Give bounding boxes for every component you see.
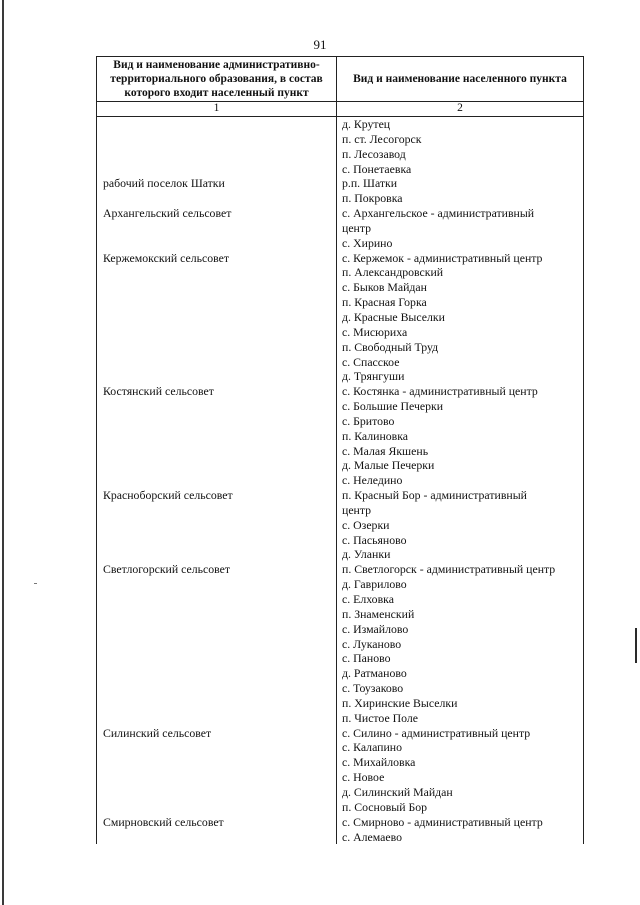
admin-unit-cell	[97, 577, 337, 592]
admin-unit-name	[103, 740, 336, 755]
admin-unit-cell	[97, 651, 337, 666]
admin-unit-cell	[97, 562, 337, 577]
admin-unit-name: Костянский сельсовет	[103, 384, 214, 399]
table-header-row	[97, 57, 584, 102]
settlement-cell	[337, 251, 584, 266]
admin-unit-cell	[97, 800, 337, 815]
table-row	[97, 726, 584, 741]
admin-unit-cell	[97, 176, 337, 191]
admin-unit-name	[103, 577, 336, 592]
admin-unit-cell	[97, 518, 337, 533]
admin-unit-cell	[97, 711, 337, 726]
table-row	[97, 251, 584, 266]
settlement-name: с. Кержемок - административный центр	[342, 250, 543, 265]
settlement-name: с. Силино - административный центр	[342, 725, 531, 740]
table-column-numbers	[97, 102, 584, 117]
admin-unit-name	[103, 310, 336, 325]
settlement-cell	[337, 295, 584, 310]
admin-unit-cell	[97, 815, 337, 830]
table-row	[97, 637, 584, 652]
table-row	[97, 458, 584, 473]
admin-unit-name	[103, 711, 336, 726]
admin-unit-name	[103, 681, 336, 696]
settlement-cell	[337, 696, 584, 711]
settlement-name: д. Красные Выселки	[342, 309, 445, 324]
settlement-cell	[337, 726, 584, 741]
settlement-name: с. Малая Якшень	[342, 443, 429, 458]
admin-unit-name	[103, 755, 336, 770]
table-row	[97, 384, 584, 399]
column-number-1: 1	[97, 102, 337, 117]
settlement-cell	[337, 473, 584, 488]
admin-unit-name	[103, 429, 336, 444]
settlement-cell	[337, 562, 584, 577]
settlement-cell	[337, 191, 584, 206]
settlement-name: п. Красная Горка	[342, 295, 427, 310]
admin-unit-cell	[97, 369, 337, 384]
admin-unit-name	[103, 132, 336, 147]
table-row	[97, 162, 584, 177]
admin-unit-name	[103, 355, 336, 370]
settlement-cell	[337, 577, 584, 592]
settlement-cell	[337, 429, 584, 444]
settlement-name: с. Пасьяново	[342, 532, 407, 547]
settlement-cell	[337, 414, 584, 429]
settlement-name: с. Алемаево	[342, 829, 403, 844]
settlement-cell	[337, 176, 584, 191]
settlement-cell	[337, 132, 584, 147]
scan-right-mark	[635, 628, 637, 663]
table-row	[97, 740, 584, 755]
admin-unit-name	[103, 696, 336, 711]
settlement-cell	[337, 325, 584, 340]
table-row	[97, 414, 584, 429]
admin-unit-name	[103, 666, 336, 681]
settlement-cell	[337, 399, 584, 414]
settlement-cell	[337, 280, 584, 295]
settlement-cell	[337, 592, 584, 607]
settlement-name: д. Малые Печерки	[342, 458, 435, 473]
table-row	[97, 473, 584, 488]
table-row	[97, 325, 584, 340]
table-row	[97, 503, 584, 518]
admin-unit-name	[103, 265, 336, 280]
admin-unit-cell	[97, 236, 337, 251]
admin-unit-cell	[97, 325, 337, 340]
admin-unit-cell	[97, 340, 337, 355]
admin-unit-name	[103, 607, 336, 622]
admin-unit-name	[103, 592, 336, 607]
settlement-name: с. Хирино	[342, 235, 393, 250]
admin-unit-cell	[97, 681, 337, 696]
settlement-cell	[337, 117, 584, 132]
table-row	[97, 533, 584, 548]
admin-unit-name	[103, 651, 336, 666]
settlement-cell	[337, 622, 584, 637]
page-number: 91	[313, 37, 327, 52]
settlement-name: п. Калиновка	[342, 428, 409, 443]
table-row	[97, 711, 584, 726]
admin-unit-cell	[97, 251, 337, 266]
settlement-name: с. Понетаевка	[342, 161, 412, 176]
admin-unit-cell	[97, 206, 337, 221]
admin-unit-cell	[97, 132, 337, 147]
settlement-cell	[337, 206, 584, 221]
settlement-name: д. Ратманово	[342, 666, 407, 681]
admin-unit-cell	[97, 444, 337, 459]
admin-unit-cell	[97, 503, 337, 518]
admin-unit-cell	[97, 221, 337, 236]
settlement-name: п. Покровка	[342, 191, 403, 206]
admin-unit-cell	[97, 726, 337, 741]
table-row	[97, 815, 584, 830]
table-row	[97, 830, 584, 845]
table-row	[97, 429, 584, 444]
settlement-cell	[337, 666, 584, 681]
admin-unit-name: Кержемокский сельсовет	[103, 250, 230, 265]
admin-unit-name	[103, 191, 336, 206]
admin-unit-name: Силинский сельсовет	[103, 725, 212, 740]
table-row	[97, 117, 584, 132]
settlement-name: центр	[342, 220, 372, 235]
admin-unit-cell	[97, 622, 337, 637]
admin-unit-name	[103, 414, 336, 429]
settlement-name: с. Тоузаково	[342, 681, 404, 696]
table-row	[97, 132, 584, 147]
settlement-name: п. ст. Лесогорск	[342, 131, 422, 146]
settlement-cell	[337, 503, 584, 518]
settlement-name: п. Хиринские Выселки	[342, 695, 458, 710]
scan-stray-mark	[34, 583, 37, 584]
header-settlement: Вид и наименование населенного пункта	[337, 57, 584, 102]
settlement-name: п. Свободный Труд	[342, 339, 439, 354]
settlement-cell	[337, 815, 584, 830]
table-row	[97, 236, 584, 251]
admin-unit-cell	[97, 117, 337, 132]
settlement-name: центр	[342, 502, 372, 517]
admin-unit-name	[103, 280, 336, 295]
settlements-table	[96, 56, 584, 844]
admin-unit-cell	[97, 637, 337, 652]
admin-unit-name	[103, 518, 336, 533]
table-row	[97, 666, 584, 681]
admin-unit-cell	[97, 162, 337, 177]
settlement-cell	[337, 607, 584, 622]
table-row	[97, 755, 584, 770]
admin-unit-cell	[97, 384, 337, 399]
settlement-name: с. Большие Печерки	[342, 399, 444, 414]
settlement-cell	[337, 369, 584, 384]
admin-unit-name	[103, 770, 336, 785]
settlement-name: с. Измайлово	[342, 621, 409, 636]
settlement-name: п. Лесозавод	[342, 146, 406, 161]
settlement-name: п. Красный Бор - административный	[342, 488, 527, 503]
settlement-cell	[337, 444, 584, 459]
table-row	[97, 280, 584, 295]
table-row	[97, 310, 584, 325]
settlement-name: с. Озерки	[342, 517, 390, 532]
table-row	[97, 785, 584, 800]
settlement-name: с. Архангельское - административный	[342, 206, 535, 221]
admin-unit-cell	[97, 310, 337, 325]
settlement-cell	[337, 384, 584, 399]
admin-unit-name	[103, 800, 336, 815]
admin-unit-name	[103, 295, 336, 310]
table-row	[97, 681, 584, 696]
table-row	[97, 651, 584, 666]
settlement-cell	[337, 547, 584, 562]
admin-unit-cell	[97, 785, 337, 800]
settlement-cell	[337, 740, 584, 755]
table-row	[97, 206, 584, 221]
admin-unit-name	[103, 547, 336, 562]
admin-unit-name: Смирновский сельсовет	[103, 814, 224, 829]
settlement-name: д. Уланки	[342, 547, 391, 562]
admin-unit-cell	[97, 414, 337, 429]
table-row	[97, 399, 584, 414]
admin-unit-cell	[97, 458, 337, 473]
admin-unit-name	[103, 503, 336, 518]
admin-unit-name	[103, 458, 336, 473]
admin-unit-cell	[97, 295, 337, 310]
settlement-cell	[337, 310, 584, 325]
table-row	[97, 444, 584, 459]
table-row	[97, 369, 584, 384]
admin-unit-cell	[97, 488, 337, 503]
admin-unit-name	[103, 340, 336, 355]
settlement-cell	[337, 785, 584, 800]
admin-unit-name	[103, 473, 336, 488]
admin-unit-name	[103, 147, 336, 162]
settlement-name: с. Калапино	[342, 740, 402, 755]
settlement-cell	[337, 800, 584, 815]
admin-unit-cell	[97, 830, 337, 845]
settlement-name: с. Костянка - административный центр	[342, 384, 538, 399]
settlement-name: п. Чистое Поле	[342, 710, 419, 725]
table-row	[97, 800, 584, 815]
settlement-cell	[337, 162, 584, 177]
table-row	[97, 577, 584, 592]
settlement-name: с. Спасское	[342, 354, 400, 369]
admin-unit-name	[103, 369, 336, 384]
settlement-name: с. Михайловка	[342, 755, 416, 770]
scan-left-edge	[2, 0, 4, 905]
admin-unit-name	[103, 162, 336, 177]
admin-unit-cell	[97, 547, 337, 562]
settlement-cell	[337, 711, 584, 726]
admin-unit-name	[103, 117, 336, 132]
settlement-cell	[337, 265, 584, 280]
admin-unit-cell	[97, 696, 337, 711]
settlement-cell	[337, 221, 584, 236]
settlement-cell	[337, 533, 584, 548]
settlement-name: с. Луканово	[342, 636, 402, 651]
admin-unit-cell	[97, 399, 337, 414]
settlement-name: д. Крутец	[342, 117, 391, 131]
settlement-name: с. Паново	[342, 651, 391, 666]
table-row	[97, 355, 584, 370]
settlement-name: д. Силинский Майдан	[342, 784, 453, 799]
admin-unit-cell	[97, 473, 337, 488]
admin-unit-cell	[97, 191, 337, 206]
settlement-name: с. Быков Майдан	[342, 280, 427, 295]
admin-unit-cell	[97, 607, 337, 622]
settlement-name: р.п. Шатки	[342, 176, 398, 191]
admin-unit-cell	[97, 429, 337, 444]
settlement-cell	[337, 340, 584, 355]
settlement-cell	[337, 681, 584, 696]
admin-unit-name	[103, 533, 336, 548]
table-row	[97, 147, 584, 162]
settlement-name: с. Смирново - административный центр	[342, 814, 543, 829]
table-row	[97, 696, 584, 711]
admin-unit-cell	[97, 592, 337, 607]
settlement-name: п. Знаменский	[342, 606, 415, 621]
settlement-name: с. Новое	[342, 770, 385, 785]
settlement-cell	[337, 830, 584, 845]
admin-unit-name	[103, 622, 336, 637]
admin-unit-name	[103, 236, 336, 251]
admin-unit-name: рабочий поселок Шатки	[103, 176, 225, 191]
table-row	[97, 488, 584, 503]
settlement-cell	[337, 147, 584, 162]
settlement-cell	[337, 755, 584, 770]
table-row	[97, 547, 584, 562]
admin-unit-name	[103, 830, 336, 845]
admin-unit-name: Красноборский сельсовет	[103, 488, 233, 503]
header-admin-unit: Вид и наименование административно-территориального образования, в состав которого входит населенный пункт	[97, 57, 337, 102]
admin-unit-name	[103, 637, 336, 652]
settlement-name: с. Елховка	[342, 592, 394, 606]
settlement-cell	[337, 488, 584, 503]
admin-unit-cell	[97, 355, 337, 370]
table-row	[97, 518, 584, 533]
admin-unit-cell	[97, 147, 337, 162]
settlement-cell	[337, 355, 584, 370]
admin-unit-name	[103, 785, 336, 800]
table-row	[97, 622, 584, 637]
table-row	[97, 607, 584, 622]
settlement-cell	[337, 651, 584, 666]
admin-unit-name	[103, 325, 336, 340]
table-body	[97, 117, 584, 845]
admin-unit-cell	[97, 533, 337, 548]
admin-unit-cell	[97, 280, 337, 295]
admin-unit-name	[103, 444, 336, 459]
settlement-cell	[337, 637, 584, 652]
settlement-name: п. Сосновый Бор	[342, 799, 428, 814]
admin-unit-name	[103, 399, 336, 414]
table-row	[97, 562, 584, 577]
table-row	[97, 770, 584, 785]
settlement-name: д. Гаврилово	[342, 577, 407, 592]
settlement-name: с. Мисюриха	[342, 324, 408, 339]
admin-unit-cell	[97, 666, 337, 681]
settlement-name: д. Трянгуши	[342, 369, 405, 384]
admin-unit-name: Архангельский сельсовет	[103, 206, 232, 221]
table-row	[97, 191, 584, 206]
admin-unit-cell	[97, 755, 337, 770]
settlement-cell	[337, 458, 584, 473]
table-row	[97, 265, 584, 280]
admin-unit-name: Светлогорский сельсовет	[103, 562, 231, 577]
settlement-name: с. Неледино	[342, 473, 403, 488]
table-row	[97, 592, 584, 607]
admin-unit-cell	[97, 265, 337, 280]
admin-unit-cell	[97, 740, 337, 755]
settlement-cell	[337, 770, 584, 785]
settlement-cell	[337, 236, 584, 251]
column-number-2: 2	[337, 102, 584, 117]
table-row	[97, 295, 584, 310]
settlement-cell	[337, 518, 584, 533]
settlement-name: с. Бритово	[342, 413, 395, 428]
admin-unit-name	[103, 221, 336, 236]
admin-unit-cell	[97, 770, 337, 785]
settlement-name: п. Светлогорск - административный центр	[342, 562, 556, 577]
table-row	[97, 340, 584, 355]
table-row	[97, 221, 584, 236]
table-row	[97, 176, 584, 191]
settlement-name: п. Александровский	[342, 265, 444, 280]
